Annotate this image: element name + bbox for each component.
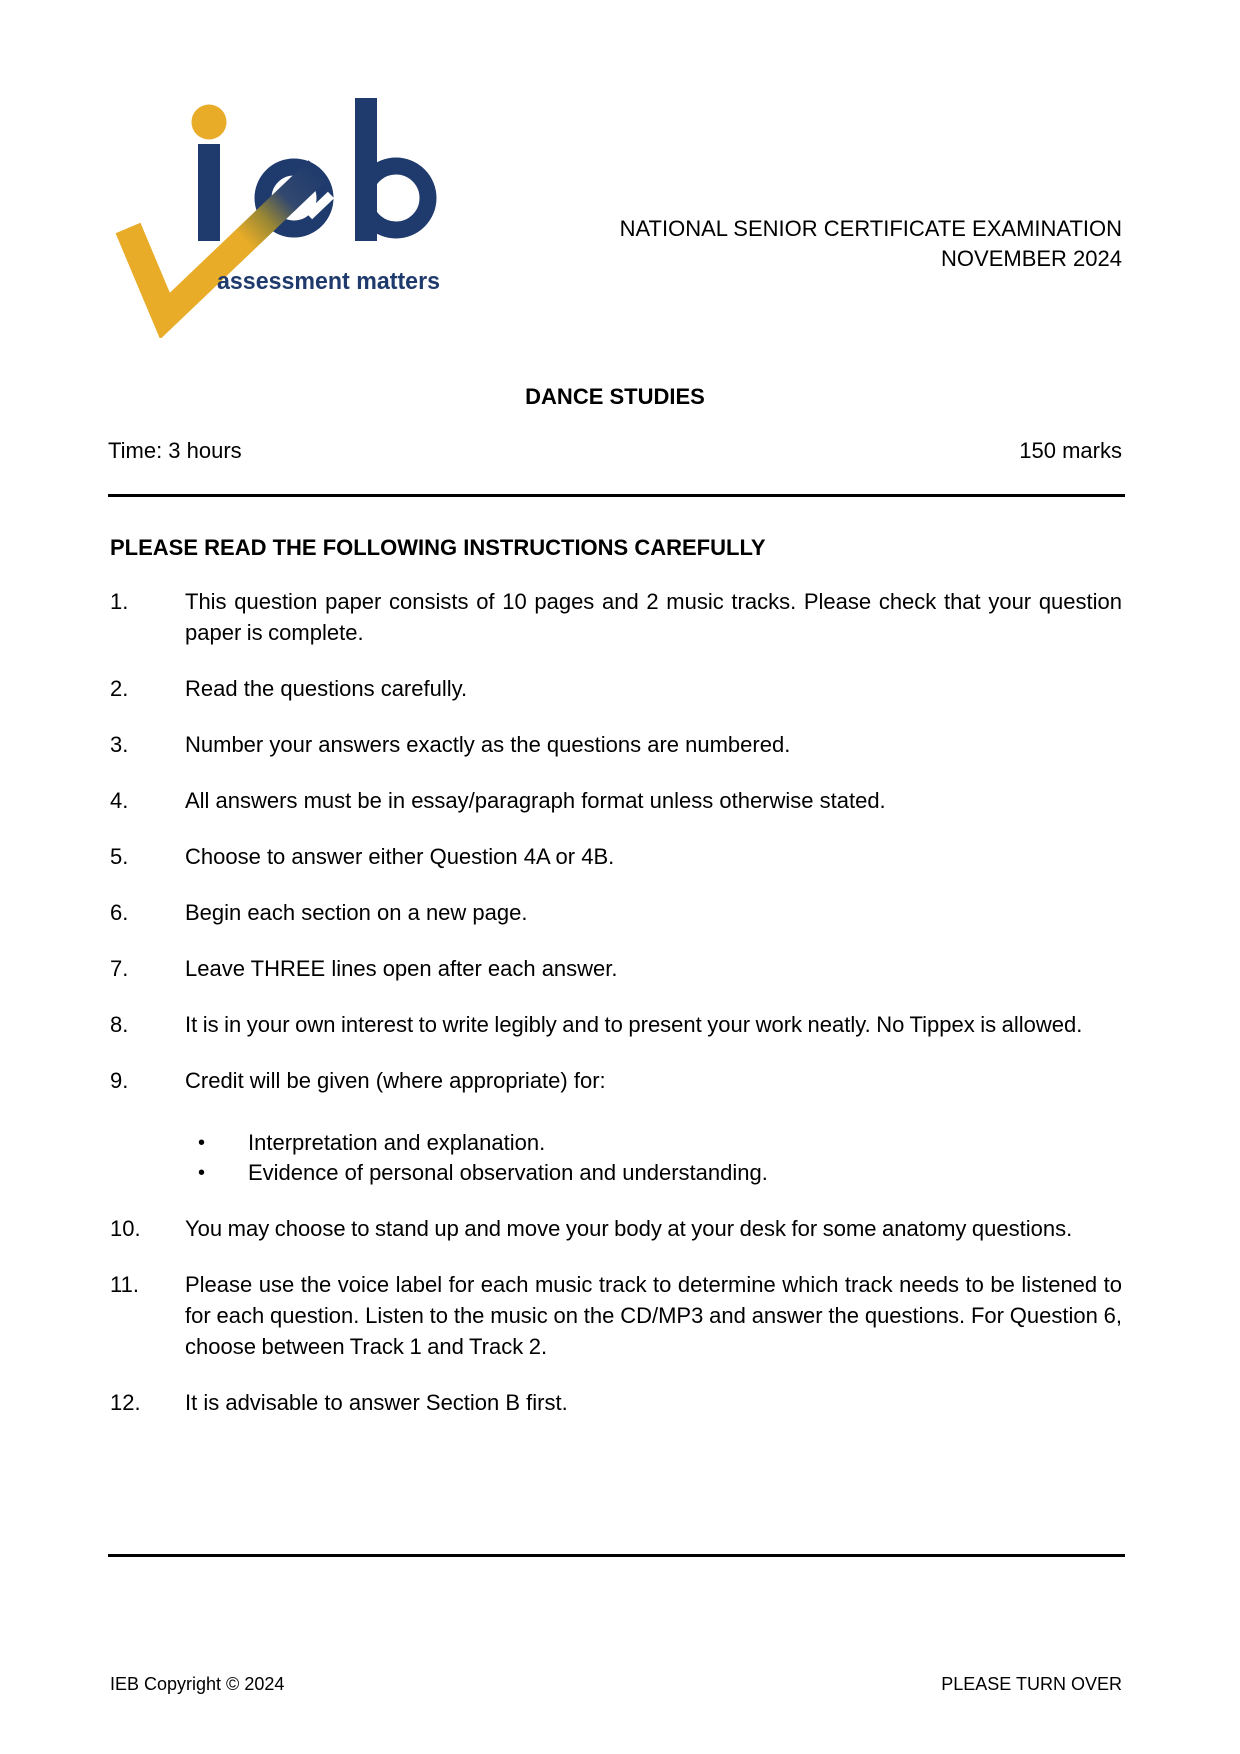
instruction-item-8 xyxy=(110,1009,1122,1040)
instruction-text: Leave THREE lines open after each answer. xyxy=(185,956,618,981)
instruction-number: 4. xyxy=(110,788,129,813)
instruction-text: Begin each section on a new page. xyxy=(185,900,528,925)
ieb-logo xyxy=(95,76,465,338)
exam-header-line1: NATIONAL SENIOR CERTIFICATE EXAMINATION xyxy=(619,216,1122,241)
list-item xyxy=(185,1128,1122,1158)
instruction-number: 12. xyxy=(110,1390,141,1415)
instruction-text: Choose to answer either Question 4A or 4B. xyxy=(185,844,615,869)
instruction-item-10 xyxy=(110,1213,1122,1244)
exam-header-line2: NOVEMBER 2024 xyxy=(941,246,1122,271)
instruction-text: Please use the voice label for each music track to determine which track needs to be listened to for each question. Listen to the music on the CD/MP3 and answer the questions. For Question 6, choose between Track 1 and Track 2. xyxy=(185,1272,1122,1359)
instruction-text-group xyxy=(185,1065,1122,1188)
copyright-notice: IEB Copyright © 2024 xyxy=(110,1674,285,1694)
instruction-text: Credit will be given (where appropriate) for: xyxy=(185,1068,606,1093)
instruction-text: All answers must be in essay/paragraph format unless otherwise stated. xyxy=(185,788,886,813)
credit-bullet-list xyxy=(185,1128,1122,1188)
instructions-heading: PLEASE READ THE FOLLOWING INSTRUCTIONS CAREFULLY xyxy=(110,535,766,560)
bullet-icon: • xyxy=(198,1162,206,1184)
instruction-number: 3. xyxy=(110,732,129,757)
instruction-number: 7. xyxy=(110,956,129,981)
bullet-text: Evidence of personal observation and understanding. xyxy=(248,1160,768,1185)
instruction-item-9 xyxy=(110,1065,1122,1188)
total-marks: 150 marks xyxy=(1019,438,1122,463)
exam-meta xyxy=(108,438,1122,464)
instruction-text: It is in your own interest to write legibly and to present your work neatly. No Tippex is allowed. xyxy=(185,1012,1083,1037)
instruction-item-7 xyxy=(110,953,1122,984)
divider-bottom xyxy=(108,1554,1125,1557)
instruction-number: 1. xyxy=(110,589,129,614)
instruction-text: This question paper consists of 10 pages and 2 music tracks. Please check that your question paper is complete. xyxy=(185,589,1122,645)
instruction-number: 10. xyxy=(110,1216,141,1241)
instruction-text: It is advisable to answer Section B first. xyxy=(185,1390,568,1415)
instruction-item-3 xyxy=(110,729,1122,760)
instruction-item-2 xyxy=(110,673,1122,704)
bullet-text: Interpretation and explanation. xyxy=(248,1130,546,1155)
instruction-number: 5. xyxy=(110,844,129,869)
divider-top xyxy=(108,494,1125,497)
time-allocation: Time: 3 hours xyxy=(108,438,242,463)
logo-letter-i-dot xyxy=(192,105,227,140)
instruction-number: 6. xyxy=(110,900,129,925)
instruction-number: 9. xyxy=(110,1068,129,1093)
instruction-item-4 xyxy=(110,785,1122,816)
instruction-item-6 xyxy=(110,897,1122,928)
instruction-number: 2. xyxy=(110,676,129,701)
list-item xyxy=(185,1158,1122,1188)
bullet-icon: • xyxy=(198,1132,206,1154)
ieb-logo-graphic xyxy=(95,76,465,338)
instruction-item-5 xyxy=(110,841,1122,872)
instruction-item-1 xyxy=(110,586,1122,648)
logo-letter-i-stem xyxy=(198,144,220,241)
instruction-item-12 xyxy=(110,1387,1122,1418)
instruction-number: 11. xyxy=(110,1272,139,1297)
instruction-text: You may choose to stand up and move your body at your desk for some anatomy questions. xyxy=(185,1216,1073,1241)
logo-tagline: assessment matters xyxy=(217,268,440,295)
instruction-text: Read the questions carefully. xyxy=(185,676,468,701)
turn-over-notice: PLEASE TURN OVER xyxy=(941,1674,1122,1694)
instruction-text: Number your answers exactly as the questions are numbered. xyxy=(185,732,791,757)
page-footer xyxy=(110,1674,1122,1695)
instructions-section xyxy=(110,532,1122,1443)
exam-header xyxy=(620,214,1122,274)
instruction-number: 8. xyxy=(110,1012,129,1037)
subject-title: DANCE STUDIES xyxy=(525,384,705,409)
instruction-item-11 xyxy=(110,1269,1122,1362)
